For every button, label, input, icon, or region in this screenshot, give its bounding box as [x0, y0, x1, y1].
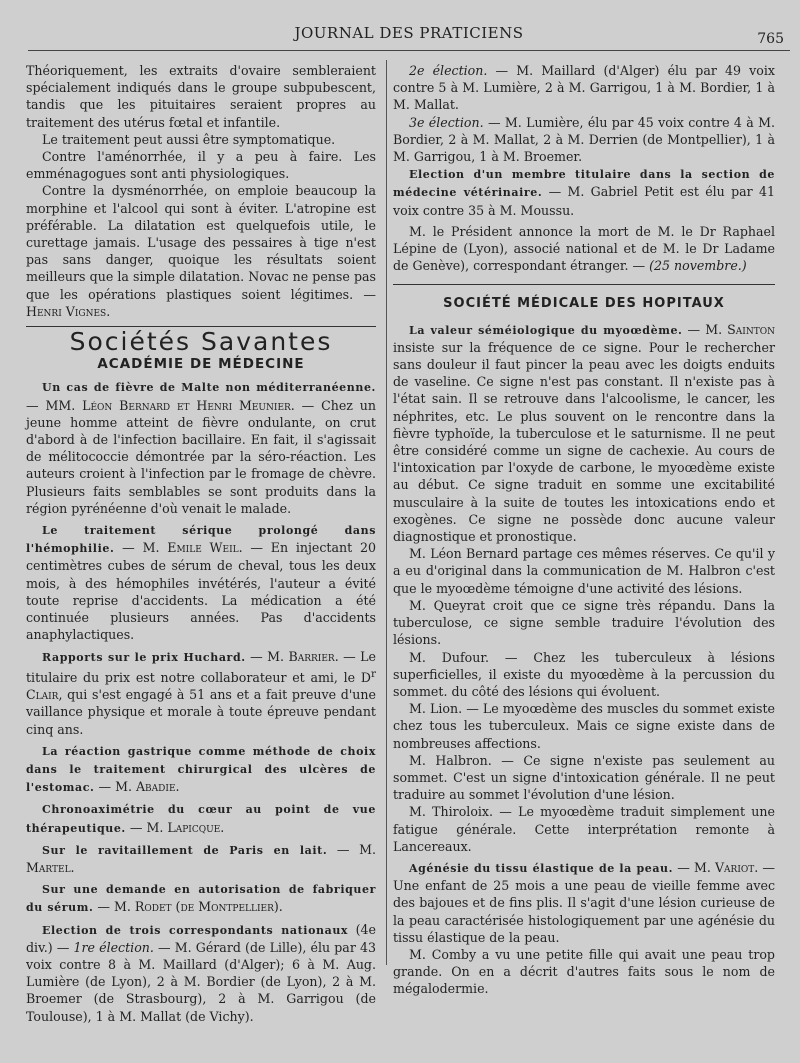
rubric-title: Sur le ravitaillement de Paris en lait.	[42, 843, 328, 857]
subsection-heading: SOCIÉTÉ MÉDICALE DES HOPITAUX	[443, 296, 725, 312]
superscript: r	[370, 667, 376, 680]
communication: Un cas de fièvre de Malte non méditerranéenne. — MM. Léon Bernard et Henri Meunier. — Chez un jeune homme atteint de fièvre ondulante, on crut d'abord à de l'infection bacillaire. En fait, il s'agissait de mélitococcie démontrée par la séro-réaction. Les auteurs croient à l'infection par le fromage de chèvre. Plusieurs faits semblables se sont produits dans la région pyrénéenne d'où venait le malade.	[26, 381, 376, 516]
discussion: M. Queyrat croit que ce signe très répandu. Dans la tuberculose, ce signe semble traduire l'évolution des lésions.	[393, 597, 775, 648]
rubric-title: Chronoaximétrie du cœur au point de vue thérapeutique.	[26, 803, 376, 835]
communication: Chronoaximétrie du cœur au point de vue thérapeutique. — M. Lapicque.	[26, 803, 376, 835]
rubric-title: Un cas de fièvre de Malte non méditerranéenne.	[42, 381, 376, 395]
rubric-title: Le traitement sérique prolongé dans l'hémophilie.	[26, 524, 376, 556]
paragraph: Théoriquement, les extraits d'ovaire sembleraient spécialement indiqués dans le groupe subpubescent, tandis que les pituitaires seraient propres au traitement des utérus fœtal et infantile.	[26, 63, 376, 130]
rubric-title: La réaction gastrique comme méthode de choix dans le traitement chirurgical des ulcères de l'estomac.	[26, 744, 376, 795]
communication: Agénésie du tissu élastique de la peau. — M. Variot. — Une enfant de 25 mois a une peau de vieille femme avec des bajoues et de fins plis. Il s'agit d'une lésion curieuse de la peau caractérisée histologiquement par une agénésie du tissu élastique de la peau.	[393, 859, 775, 945]
paragraph: Contre l'aménorrhée, il y a peu à faire. Les emménagogues sont anti physiologiques.	[26, 149, 376, 182]
session-date: (25 novembre.)	[649, 258, 747, 274]
article-author: Henri Vignes.	[26, 303, 111, 319]
author: M. Abadie.	[115, 779, 180, 795]
communication: Sur le ravitaillement de Paris en lait. — M. Martel.	[26, 841, 376, 875]
election-text: — M. Maillard (d'Alger) élu par 49 voix contre 5 à M. Lumière, 2 à M. Garrigou, 1 à M. Bordier, 1 à M. Mallat.	[393, 63, 775, 113]
column-divider	[386, 60, 387, 965]
author: M. Martel.	[26, 841, 376, 875]
communication: La valeur séméiologique du myoœdème. — M. Sainton insiste sur la fréquence de ce signe. Pour le rechercher sans douleur il faut pincer la peau avec les doigts enduits de vaseline. Ce signe n'est pas constant. Il n'existe pas à l'état sain. Il se retrouve dans l'alcoolisme, le cancer, les néphrites, etc. Le plus souvent on le rencontre dans la fièvre typhoïde, la tuberculose et le saturnisme. Il ne peut être considéré comme un signe de cachexie. Au cours de l'intoxication par l'oxyde de carbone, le myoœdème existe au début. Ce signe traduit en somme une excitabilité musculaire à la suite de toutes les intoxications endo et exogènes. Ce signe ne possède donc aucune valeur diagnostique et pronostique.	[393, 321, 775, 545]
election-result	[393, 62, 775, 114]
rubric-title: Rapports sur le prix Huchard.	[42, 650, 246, 664]
author: M. Variot.	[693, 859, 759, 875]
election-text: — M. Gabriel Petit est élu par 41 voix contre 35 à M. Moussu.	[393, 184, 775, 218]
discussion: M. Dufour. — Chez les tuberculeux à lésions superficielles, il existe du myoœdème à la percussion du sommet. du côté des lésions qui évoluent.	[393, 649, 775, 699]
left-column	[26, 62, 376, 1025]
discussion: M. Comby a vu une petite fille qui avait une peau trop grande. On en a décrit d'autres faits sous le nom de mégalodermie.	[393, 946, 775, 997]
section-rule	[393, 284, 775, 285]
page-header	[28, 24, 790, 52]
rubric-title: Sur une demande en autorisation de fabriquer du sérum.	[26, 883, 376, 915]
election-result	[393, 114, 775, 166]
communication-text: — M. Gérard (de Lille), élu par 43 voix contre 8 à M. Maillard (d'Alger); 6 à M. Aug. Lumière (de Lyon), 2 à M. Bordier (de Lyon), 2 à M. Broemer (de Strasbourg), 2 à M. Garrigou (de Toulouse), 1 à M. Mallat (de Vichy).	[26, 939, 376, 1024]
subsection-heading: ACADÉMIE DE MÉDECINE	[97, 356, 305, 373]
communication: Election de trois correspondants nationaux (4e div.) — 1re élection. — M. Gérard (de Lille), élu par 43 voix contre 8 à M. Maillard (d'Alger); 6 à M. Aug. Lumière (de Lyon), 2 à M. Bordier (de Lyon), 2 à M. Broemer (de Strasbourg), 2 à M. Garrigou (de Toulouse), 1 à M. Mallat (de Vichy).	[26, 921, 377, 1024]
communication-text: — Une enfant de 25 mois a une peau de vieille femme avec des bajoues et de fins plis. Il s'agit d'une lésion curieuse de la peau caractérisée histologiquement par une agénésie du tissu élastique de la peau.	[393, 859, 775, 945]
journal-title: JOURNAL DES PRATICIENS	[294, 24, 524, 42]
page-number: 765	[757, 31, 784, 47]
discussion: M. Lion. — Le myoœdème des muscles du sommet existe chez tous les tuberculeux. Mais ce signe existe dans de nombreuses affections.	[393, 701, 775, 751]
election-label: 1re élection.	[73, 939, 154, 955]
author: M. Barrier.	[267, 648, 339, 664]
discussion: M. Léon Bernard partage ces mêmes réserves. Ce qu'il y a eu d'original dans la communication de M. Halbron c'est que le myoœdème témoigne d'une activité des lésions.	[393, 546, 775, 596]
rubric-title: La valeur séméiologique du myoœdème.	[409, 323, 683, 337]
communication-text: insiste sur la fréquence de ce signe. Pour le rechercher sans douleur il faut pincer la peau avec les doigts enduits de vaseline. Ce signe n'est pas constant. Il n'existe pas à l'état sain. Il se retrouve dans l'alcoolisme, le cancer, les néphrites, etc. Le plus souvent on le rencontre dans la fièvre typhoïde, la tuberculose et le saturnisme. Il ne peut être considéré comme un signe de cachexie. Au cours de l'intoxication par l'oxyde de carbone, le myoœdème existe au début. Ce signe traduit en somme une excitabilité musculaire à la suite de toutes les intoxications endo et exogènes. Ce signe ne possède donc aucune valeur diagnostique et pronostique.	[393, 339, 775, 545]
announcement	[393, 223, 775, 275]
communication: Le traitement sérique prolongé dans l'hémophilie. — M. Emile Weil. — En injectant 20 centimètres cubes de sérum de cheval, tous les deux mois, à des hémophiles invétérés, l'auteur a évité toute reprise d'accidents. La médication a été continuée plusieurs années. Pas d'accidents anaphylactiques.	[26, 524, 376, 643]
author: Clair	[26, 687, 59, 703]
discussion: M. Halbron. — Ce signe n'existe pas seulement au sommet. C'est un signe d'intoxication générale. Il ne peut traduire au sommet l'évolution d'une lésion.	[393, 752, 775, 803]
section-heading: Sociétés Savantes	[69, 327, 333, 357]
communication: Rapports sur le prix Huchard. — M. Barrier. — Le titulaire du prix est notre collaborateur et ami, le $D^r$ Clair, qui s'est engagé à 51 ans et a fait preuve d'une vaillance physique et morale à toute épreuve pendant cinq ans.	[26, 648, 376, 737]
rubric-title: Agénésie du tissu élastique de la peau.	[409, 861, 674, 875]
author: M. Lapicque.	[146, 819, 225, 835]
rubric-title: Election de trois correspondants nationaux	[42, 923, 349, 937]
communication-text: — Le titulaire du prix est notre collaborateur et ami, le D	[26, 648, 376, 685]
election-result	[393, 165, 775, 219]
author: M. Emile Weil.	[142, 540, 243, 556]
communication-text: — Chez un jeune homme atteint de fièvre ondulante, on crut d'abord à de l'infection bacillaire. En fait, il s'agissait de mélitococcie démontrée par la séro-réaction. Les auteurs croient à l'infection par le fromage de chèvre. Plusieurs faits semblables se sont produits dans la région pyrénéenne d'où venait le malade.	[26, 397, 376, 516]
right-column	[393, 62, 775, 998]
paragraph: Le traitement peut aussi être symptomatique.	[42, 131, 336, 147]
discussion: M. Thiroloix. — Le myoœdème traduit simplement une fatigue générale. Cette interprétation remonte à Lancereaux.	[393, 804, 775, 854]
paragraph-text: Contre la dysménorrhée, on emploie beaucoup la morphine et l'alcool qui sont à éviter. L'atropine est préférable. La dilatation est quelquefois utile, le curettage jamais. L'usage des pessaires à tige n'est pas sans danger, quoique les résultats soient meilleurs que la simple dilatation. Novac ne pense pas que les opérations plastiques soient légitimes. —	[26, 183, 376, 302]
election-label: 3e élection.	[409, 114, 484, 130]
author: M. Rodet (de Montpellier).	[113, 899, 283, 915]
announcement-text: M. le Président annonce la mort de M. le Dr Raphael Lépine de (Lyon), associé national et de M. le Dr Ladame de Genève), correspondant étranger. —	[393, 223, 775, 274]
rubric-title: Election d'un membre titulaire dans la section de médecine vétérinaire.	[393, 168, 775, 200]
communication-text: , qui s'est engagé à 51 ans et a fait preuve d'une vaillance physique et morale à toute épreuve pendant cinq ans.	[26, 687, 376, 737]
paragraph	[26, 182, 376, 320]
election-label: 2e élection.	[409, 63, 488, 78]
communication: La réaction gastrique comme méthode de choix dans le traitement chirurgical des ulcères de l'estomac. — M. Abadie.	[26, 744, 376, 795]
election-text: — M. Lumière, élu par 45 voix contre 4 à M. Bordier, 2 à M. Mallat, 2 à M. Derrien (de Montpellier), 1 à M. Garrigou, 1 à M. Broemer.	[393, 114, 775, 165]
header-rule	[28, 50, 790, 51]
author: M. Sainton	[705, 321, 775, 337]
author: MM. Léon Bernard et Henri Meunier.	[45, 397, 295, 413]
division: (4e div.)	[26, 921, 377, 955]
communication: Sur une demande en autorisation de fabriquer du sérum. — M. Rodet (de Montpellier).	[26, 883, 376, 915]
communication-text: — En injectant 20 centimètres cubes de sérum de cheval, tous les deux mois, à des hémophiles invétérés, l'auteur a évité toute reprise d'accidents. La médication a été continuée plusieurs années. Pas d'accidents anaphylactiques.	[26, 540, 376, 643]
